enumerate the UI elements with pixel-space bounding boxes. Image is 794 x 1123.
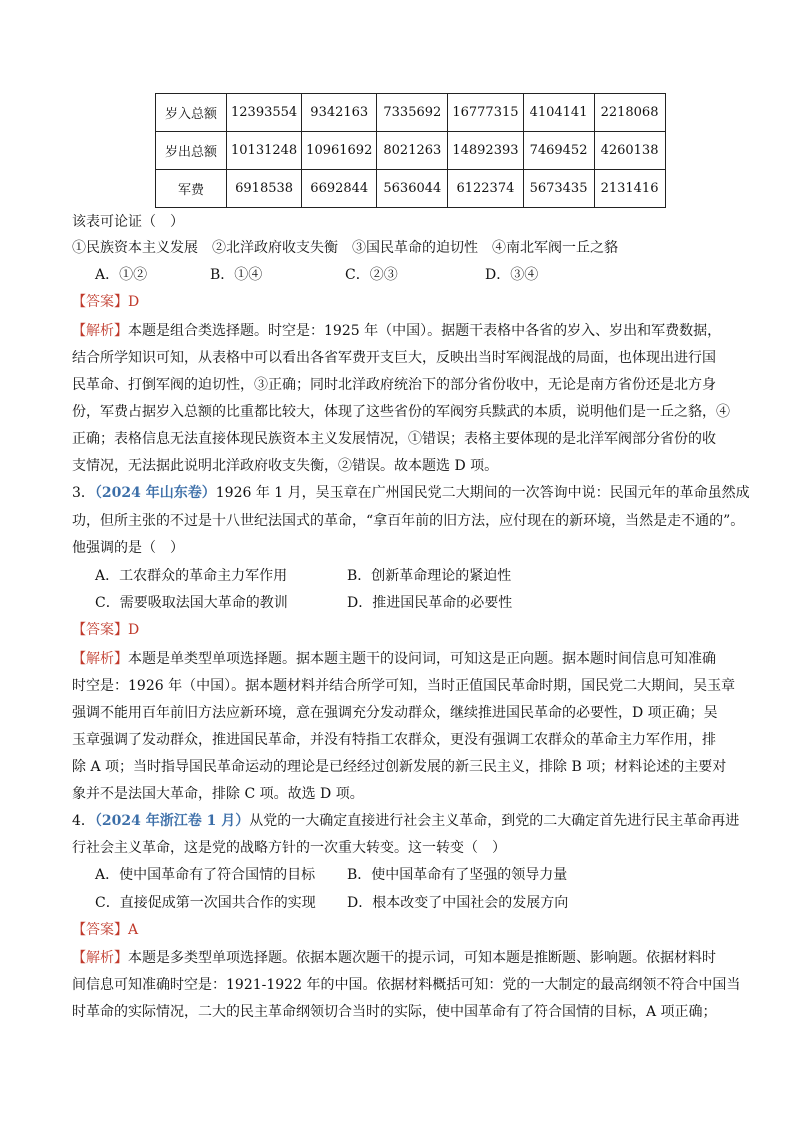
q3-analysis-line: 象并不是法国大革命，排除 C 项。故选 D 项。 xyxy=(72,786,364,802)
table-cell: 2131416 xyxy=(594,170,665,208)
q4-answer xyxy=(72,921,138,939)
question-number: 3． xyxy=(72,485,95,501)
answer-tag: 【答案】 xyxy=(72,922,128,938)
q4-analysis-line: 时革命的实际情况，二大的民主革命纲领切合当时的实际，使中国革命有了符合国情的目标，A 项正确； xyxy=(72,1004,717,1020)
q3-analysis-line: 除 A 项；当时指导国民革命运动的理论是已经经过创新发展的新三民主义，排除 B 项；材料论述的主要对 xyxy=(72,759,727,775)
q4-option-d: D．根本改变了中国社会的发展方向 xyxy=(347,895,569,911)
analysis-text: 本题是多类型单项选择题。依据本题次题干的提示词，可知本题是推断题、影响题。依据材料时 xyxy=(128,950,716,966)
table-row-header: 军费 xyxy=(156,170,227,208)
table-row xyxy=(156,94,666,132)
q4-stem-line: 行社会主义革命，这是党的战略方针的一次重大转变。这一转变（ ） xyxy=(72,840,506,856)
q2-statements: ①民族资本主义发展 ②北洋政府收支失衡 ③国民革命的迫切性 ④南北军阀一丘之貉 xyxy=(72,240,618,256)
table-cell: 9342163 xyxy=(302,94,377,132)
q4-option-a: A．使中国革命有了符合国情的目标 xyxy=(95,867,316,883)
analysis-tag: 【解析】 xyxy=(72,950,128,966)
q4-analysis-line xyxy=(72,949,716,967)
q4-stem-line xyxy=(72,812,739,830)
analysis-text: 本题是单类型单项选择题。据本题主题干的设问词，可知这是正向题。据本题时间信息可知准确 xyxy=(128,651,716,667)
table-cell: 6692844 xyxy=(302,170,377,208)
table-cell: 4104141 xyxy=(523,94,594,132)
q4-analysis-line: 间信息可知准确时空是：1921-1922 年的中国。依据材料概括可知：党的一大制定的最高纲领不符合中国当 xyxy=(72,977,741,993)
table-row xyxy=(156,132,666,170)
q3-option-b: B．创新革命理论的紧迫性 xyxy=(347,568,512,584)
table-cell: 16777315 xyxy=(448,94,523,132)
q4-option-c: C．直接促成第一次国共合作的实现 xyxy=(95,895,316,911)
fiscal-table xyxy=(155,93,666,208)
q3-stem-line xyxy=(72,484,750,502)
q4-option-b: B．使中国革命有了坚强的领导力量 xyxy=(347,867,568,883)
table-cell: 12393554 xyxy=(227,94,302,132)
q3-stem-line: 功，但所主张的不过是十八世纪法国式的革命，“拿百年前的旧方法，应付现在的新环境，当然是走不通的”。 xyxy=(72,513,745,529)
answer-tag: 【答案】 xyxy=(72,294,128,310)
q2-analysis-line: 结合所学知识可知，从表格中可以看出各省军费开支巨大，反映出当时军阀混战的局面，也体现出进行国 xyxy=(72,350,716,366)
q2-answer xyxy=(72,293,139,311)
table-cell: 5673435 xyxy=(523,170,594,208)
analysis-text: 本题是组合类选择题。时空是：1925 年（中国）。据题干表格中各省的岁入、岁出和军费数据， xyxy=(128,323,722,339)
q2-analysis-line: 份，军费占据岁入总额的比重都比较大，体现了这些省份的军阀穷兵黩武的本质，说明他们是一丘之貉，④ xyxy=(72,404,730,420)
question-number: 4． xyxy=(72,813,95,829)
q3-option-a: A．工农群众的革命主力军作用 xyxy=(95,568,288,584)
table-row-header: 岁入总额 xyxy=(156,94,227,132)
answer-value: D xyxy=(128,294,140,310)
q2-analysis-line: 民革命、打倒军阀的迫切性，③正确；同时北洋政府统治下的部分省份收中，无论是南方省份还是北方身 xyxy=(72,377,716,393)
q2-option-b: B．①④ xyxy=(210,267,263,283)
q3-answer xyxy=(72,621,139,639)
exam-source: （2024 年山东卷） xyxy=(94,485,216,501)
table-cell: 8021263 xyxy=(377,132,448,170)
answer-value: A xyxy=(128,922,139,938)
q2-analysis-line xyxy=(72,322,721,340)
q2-option-d: D．③④ xyxy=(485,267,539,283)
table-cell: 14892393 xyxy=(448,132,523,170)
stem-text: 1926 年 1 月，吴玉章在广州国民党二大期间的一次答询中说：民国元年的革命虽然成 xyxy=(215,485,750,501)
analysis-tag: 【解析】 xyxy=(72,651,128,667)
table-cell: 5636044 xyxy=(377,170,448,208)
q3-option-d: D．推进国民革命的必要性 xyxy=(347,595,513,611)
table-cell: 10961692 xyxy=(302,132,377,170)
q2-stem: 该表可论证（ ） xyxy=(72,214,184,230)
table-cell: 4260138 xyxy=(594,132,665,170)
q3-analysis-line: 玉章强调了发动群众，推进国民革命，并没有特指工农群众，更没有强调工农群众的革命主力军作用，排 xyxy=(72,732,716,748)
exam-source: （2024 年浙江卷 1 月） xyxy=(94,813,250,829)
q2-option-a: A．①② xyxy=(95,267,148,283)
q2-option-c: C．②③ xyxy=(345,267,398,283)
table-cell: 6122374 xyxy=(448,170,523,208)
answer-value: D xyxy=(128,622,140,638)
q2-analysis-line: 正确；表格信息无法直接体现民族资本主义发展情况，①错误；表格主要体现的是北洋军阀部分省份的收 xyxy=(72,431,716,447)
table-cell: 10131248 xyxy=(227,132,302,170)
table-cell: 2218068 xyxy=(594,94,665,132)
table-cell: 7469452 xyxy=(523,132,594,170)
stem-text: 从党的一大确定直接进行社会主义革命，到党的二大确定首先进行民主革命再进 xyxy=(249,813,740,829)
q3-analysis-line: 时空是：1926 年（中国）。据本题材料并结合所学可知，当时正值国民革命时期，国民党二大期间，吴玉章 xyxy=(72,678,736,694)
analysis-tag: 【解析】 xyxy=(72,323,128,339)
q2-analysis-line: 支情况，无法据此说明北洋政府收支失衡，②错误。故本题选 D 项。 xyxy=(72,458,499,474)
q3-stem-line: 他强调的是（ ） xyxy=(72,540,184,556)
table-row xyxy=(156,170,666,208)
table-row-header: 岁出总额 xyxy=(156,132,227,170)
table-cell: 7335692 xyxy=(377,94,448,132)
q3-option-c: C．需要吸取法国大革命的教训 xyxy=(95,595,288,611)
table-cell: 6918538 xyxy=(227,170,302,208)
answer-tag: 【答案】 xyxy=(72,622,128,638)
q3-analysis-line xyxy=(72,650,716,668)
q3-analysis-line: 强调不能用百年前旧方法应新环境，意在强调充分发动群众，继续推进国民革命的必要性，D 项正确；吴 xyxy=(72,705,718,721)
